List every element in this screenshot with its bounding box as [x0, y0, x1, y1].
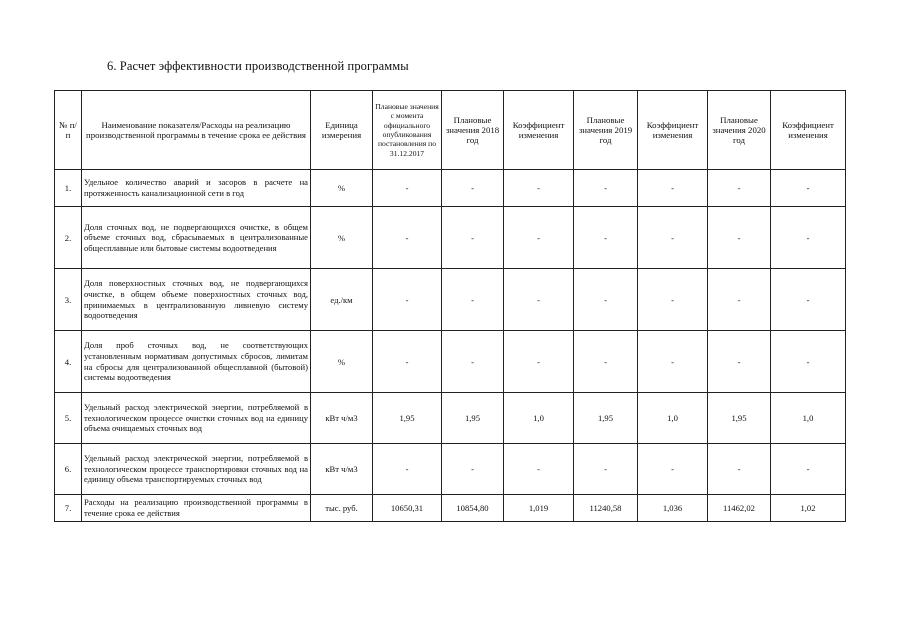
row-unit: %	[311, 331, 373, 393]
value-coef-2020: -	[771, 269, 846, 331]
value-plan-2020: -	[708, 331, 771, 393]
table-row	[55, 495, 846, 522]
header-coef-2018: Коэффициент изменения	[504, 91, 574, 170]
table-row	[55, 207, 846, 269]
value-coef-2020: 1,02	[771, 495, 846, 522]
value-coef-2019: -	[638, 444, 708, 495]
value-plan-2018: 1,95	[442, 393, 504, 444]
value-coef-2018: -	[504, 207, 574, 269]
row-unit: ед./км	[311, 269, 373, 331]
row-unit: тыс. руб.	[311, 495, 373, 522]
value-plan-2017: -	[373, 269, 442, 331]
value-plan-2019: 1,95	[574, 393, 638, 444]
value-coef-2020: -	[771, 444, 846, 495]
value-plan-2020: -	[708, 170, 771, 207]
table-row	[55, 269, 846, 331]
header-plan-2020: Плановые значения 2020 год	[708, 91, 771, 170]
header-row	[55, 91, 846, 170]
header-plan-2018: Плановые значения 2018 год	[442, 91, 504, 170]
value-plan-2020: -	[708, 207, 771, 269]
value-coef-2020: -	[771, 207, 846, 269]
value-coef-2019: -	[638, 170, 708, 207]
value-coef-2019: 1,0	[638, 393, 708, 444]
row-indicator-name: Удельный расход электрической энергии, потребляемой в технологическом процессе очистки сточных вод на единицу объема очищаемых сточных вод	[82, 393, 311, 444]
row-unit: %	[311, 170, 373, 207]
row-number: 7.	[55, 495, 82, 522]
row-number: 2.	[55, 207, 82, 269]
table-row	[55, 444, 846, 495]
header-num: № п/п	[55, 91, 82, 170]
header-coef-2020: Коэффициент изменения	[771, 91, 846, 170]
efficiency-table	[54, 90, 846, 522]
row-unit: кВт ч/м3	[311, 393, 373, 444]
value-plan-2018: -	[442, 170, 504, 207]
row-unit: %	[311, 207, 373, 269]
value-coef-2020: 1,0	[771, 393, 846, 444]
value-coef-2018: 1,0	[504, 393, 574, 444]
value-coef-2019: -	[638, 269, 708, 331]
row-number: 6.	[55, 444, 82, 495]
value-plan-2019: -	[574, 331, 638, 393]
value-coef-2018: -	[504, 444, 574, 495]
value-coef-2019: -	[638, 331, 708, 393]
value-coef-2019: 1,036	[638, 495, 708, 522]
value-plan-2017: -	[373, 331, 442, 393]
table-row	[55, 170, 846, 207]
row-indicator-name: Доля проб сточных вод, не соответствующих установленным нормативам допустимых сбросов, лимитам на сбросы для централизованной общесплавной (бытовой) системы водоотведения	[82, 331, 311, 393]
value-coef-2018: -	[504, 170, 574, 207]
value-plan-2018: -	[442, 207, 504, 269]
value-coef-2018: 1,019	[504, 495, 574, 522]
value-plan-2020: 11462,02	[708, 495, 771, 522]
value-coef-2020: -	[771, 331, 846, 393]
value-plan-2019: -	[574, 170, 638, 207]
value-plan-2019: -	[574, 444, 638, 495]
header-plan-2017: Плановые значения с момента официального опубликования постановления по 31.12.2017	[373, 91, 442, 170]
header-plan-2019: Плановые значения 2019 год	[574, 91, 638, 170]
header-unit: Единица измерения	[311, 91, 373, 170]
row-indicator-name: Удельное количество аварий и засоров в расчете на протяженность канализационной сети в год	[82, 170, 311, 207]
value-coef-2018: -	[504, 269, 574, 331]
value-plan-2019: 11240,58	[574, 495, 638, 522]
value-plan-2018: 10854,80	[442, 495, 504, 522]
row-number: 3.	[55, 269, 82, 331]
table-row	[55, 393, 846, 444]
value-plan-2019: -	[574, 207, 638, 269]
value-coef-2020: -	[771, 170, 846, 207]
table-row	[55, 331, 846, 393]
row-unit: кВт ч/м3	[311, 444, 373, 495]
value-plan-2019: -	[574, 269, 638, 331]
row-number: 5.	[55, 393, 82, 444]
row-number: 4.	[55, 331, 82, 393]
value-plan-2017: -	[373, 170, 442, 207]
header-name: Наименование показателя/Расходы на реализацию производственной программы в течение срока ее действия	[82, 91, 311, 170]
value-plan-2018: -	[442, 269, 504, 331]
row-indicator-name: Расходы на реализацию производственной программы в течение срока ее действия	[82, 495, 311, 522]
value-plan-2020: -	[708, 269, 771, 331]
value-plan-2020: 1,95	[708, 393, 771, 444]
value-coef-2019: -	[638, 207, 708, 269]
value-plan-2020: -	[708, 444, 771, 495]
value-plan-2018: -	[442, 444, 504, 495]
value-plan-2018: -	[442, 331, 504, 393]
value-plan-2017: -	[373, 444, 442, 495]
row-number: 1.	[55, 170, 82, 207]
header-coef-2019: Коэффициент изменения	[638, 91, 708, 170]
row-indicator-name: Удельный расход электрической энергии, потребляемой в технологическом процессе транспортировки сточных вод на единицу объема транспортируемых сточных вод	[82, 444, 311, 495]
value-plan-2017: 10650,31	[373, 495, 442, 522]
value-coef-2018: -	[504, 331, 574, 393]
row-indicator-name: Доля поверхностных сточных вод, не подвергающихся очистке, в общем объеме поверхностных сточных вод, принимаемых в централизованную ливневую систему водоотведения	[82, 269, 311, 331]
section-title: 6. Расчет эффективности производственной программы	[107, 59, 409, 73]
value-plan-2017: 1,95	[373, 393, 442, 444]
value-plan-2017: -	[373, 207, 442, 269]
row-indicator-name: Доля сточных вод, не подвергающихся очистке, в общем объеме сточных вод, сбрасываемых в централизованные общесплавные или бытовые системы водоотведения	[82, 207, 311, 269]
